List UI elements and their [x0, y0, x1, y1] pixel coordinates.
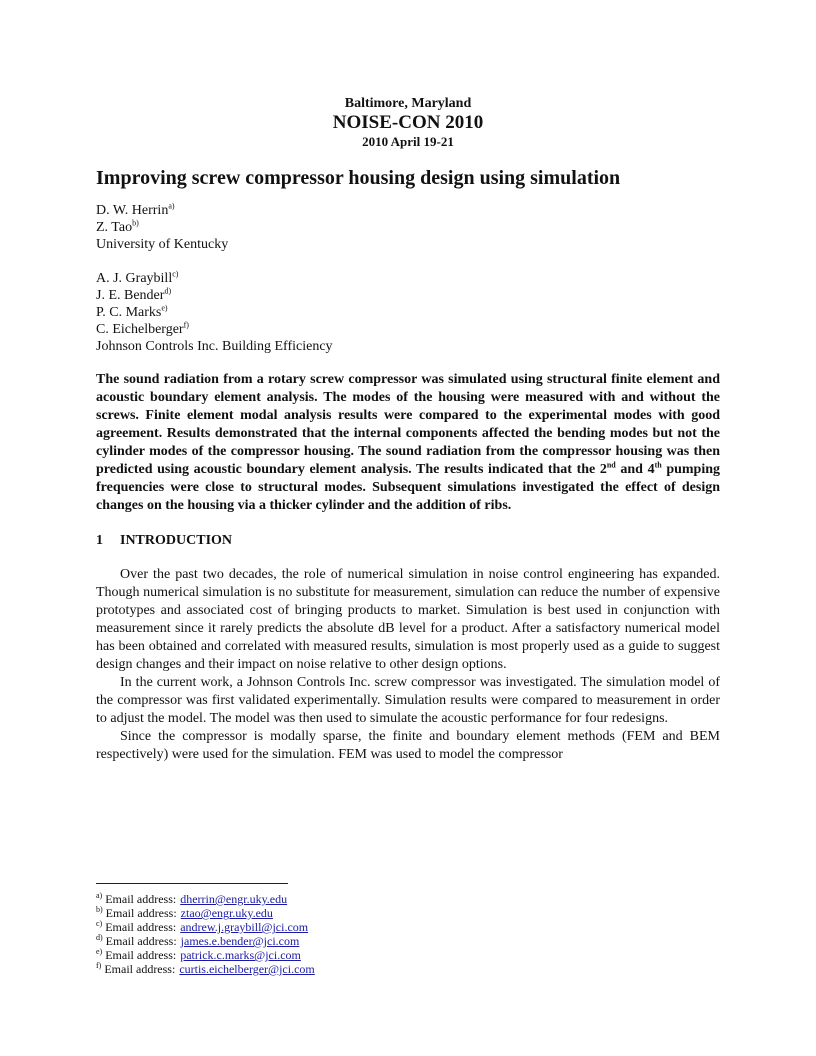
author: J. E. Bender$^{d)}$ — [96, 286, 172, 303]
footnote: $^{b)}$ Email address: ztao@engr.uky.edu — [96, 905, 273, 920]
affiliation: University of Kentucky — [96, 237, 229, 252]
author-block — [96, 202, 720, 355]
paper-title: Improving screw compressor housing design using simulation — [96, 167, 621, 189]
affiliation: Johnson Controls Inc. Building Efficiency — [96, 339, 333, 354]
conference-name: NOISE-CON 2010 — [332, 112, 484, 133]
abstract: The sound radiation from a rotary screw compressor was simulated using structural finite element and acoustic boundary element analysis. The modes of the housing were measured with and without the screws. Finite element modal analysis results were compared to the experimental modes with good agreement. Results demonstrated that the internal components affected the bending modes but not the cylinder modes of the compressor housing. The sound radiation from the compressor housing was then predicted using acoustic boundary element analysis. The results indicated that the 2nd and 4th pumping frequencies were close to structural modes. Subsequent simulations investigated the effect of design changes on the housing via a thicker cylinder and the addition of ribs. — [96, 372, 721, 513]
email-link[interactable]: patrick.c.marks@jci.com — [180, 948, 301, 962]
author: A. J. Graybill$^{c)}$ — [96, 269, 179, 286]
email-link[interactable]: curtis.eichelberger@jci.com — [179, 962, 315, 976]
footnotes — [96, 892, 315, 976]
author: P. C. Marks$^{e)}$ — [96, 303, 168, 320]
footnote: $^{a)}$ Email address: dherrin@engr.uky.edu — [96, 891, 288, 906]
footnote: $^{d)}$ Email address: james.e.bender@jci.com — [96, 933, 300, 948]
conference-header — [96, 96, 720, 150]
email-link[interactable]: andrew.j.graybill@jci.com — [180, 920, 309, 934]
conference-city: Baltimore, Maryland — [344, 96, 472, 111]
paragraph: Over the past two decades, the role of numerical simulation in noise control engineering has expanded. Though numerical simulation is no substitute for measurement, simulation can reduce the number of expensive prototypes and associated cost of bringing products to market. Simulation is best used in conjunction with measurement since it rarely predicts the absolute dB level for a product. After a satisfactory numerical model has been obtained and correlated with measured results, simulation is most properly used as a guide to suggest design changes and their impact on noise relative to other design options. — [96, 567, 720, 672]
section-number: 1 — [96, 533, 103, 548]
author: D. W. Herrin$^{a)}$ — [96, 201, 175, 218]
email-link[interactable]: ztao@engr.uky.edu — [180, 906, 273, 920]
email-link[interactable]: dherrin@engr.uky.edu — [180, 892, 288, 906]
footnote: $^{c)}$ Email address: andrew.j.graybill@jci.com — [96, 919, 309, 934]
paragraph: In the current work, a Johnson Controls Inc. screw compressor was investigated. The simulation model of the compressor was first validated experimentally. Simulation results were compared to measurement in order to adjust the model. The model was then used to simulate the acoustic performance for four redesigns. — [96, 675, 720, 726]
paper-page — [96, 96, 720, 764]
author: Z. Tao$^{b)}$ — [96, 218, 139, 235]
section-heading — [96, 532, 720, 550]
email-link[interactable]: james.e.bender@jci.com — [180, 934, 300, 948]
footnote: $^{f)}$ Email address: curtis.eichelberger@jci.com — [96, 961, 315, 976]
section-title: INTRODUCTION — [120, 533, 233, 548]
conference-date: 2010 April 19-21 — [362, 134, 454, 149]
section-body — [96, 566, 720, 764]
paragraph: Since the compressor is modally sparse, the finite and boundary element methods (FEM and BEM respectively) were used for the simulation. FEM was used to model the compressor — [96, 729, 720, 762]
footnote-rule — [96, 883, 288, 884]
author: C. Eichelberger$^{f)}$ — [96, 320, 189, 337]
footnote: $^{e)}$ Email address: patrick.c.marks@jci.com — [96, 947, 301, 962]
